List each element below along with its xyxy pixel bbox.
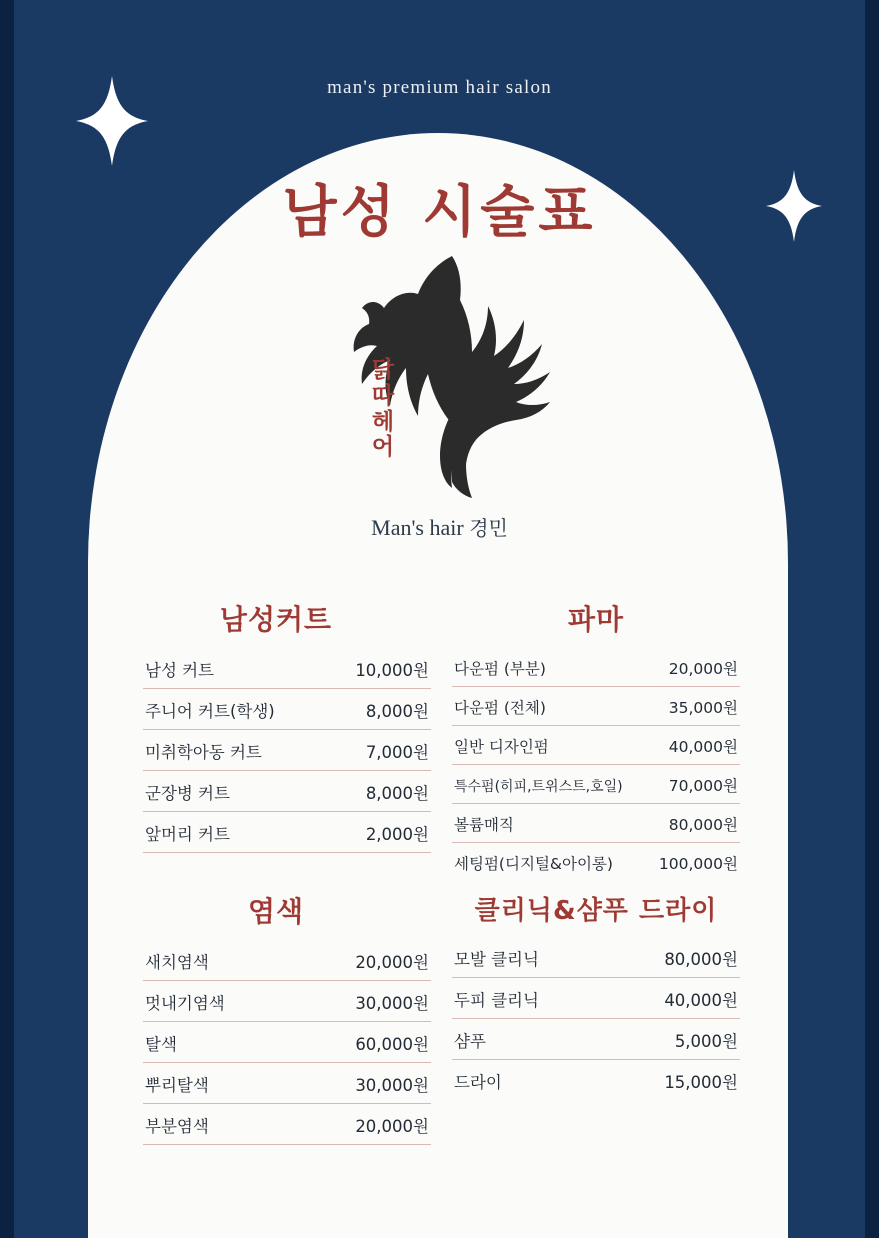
price-row	[452, 765, 740, 804]
item-name: 모발 클리닉	[454, 950, 539, 969]
price-row	[143, 689, 431, 730]
item-price: 30,000원	[355, 1076, 429, 1095]
price-row	[143, 981, 431, 1022]
logo-caption-en: Man's hair	[371, 515, 470, 540]
item-price: 60,000원	[355, 1035, 429, 1054]
item-price: 8,000원	[365, 702, 429, 721]
price-row	[452, 1060, 740, 1100]
item-name: 남성 커트	[145, 661, 215, 680]
item-name: 탈색	[145, 1035, 177, 1054]
price-row	[452, 687, 740, 726]
section-title-clinic: 클리닉&샴푸 드라이	[474, 896, 718, 926]
item-name: 다운펌 (전체)	[454, 699, 546, 717]
item-price: 40,000원	[664, 991, 738, 1010]
item-price: 20,000원	[668, 660, 738, 678]
item-price: 7,000원	[365, 743, 429, 762]
price-row	[452, 726, 740, 765]
item-price: 80,000원	[664, 950, 738, 969]
section-title-mens-cut: 남성커트	[219, 603, 333, 636]
item-name: 샴푸	[454, 1032, 486, 1051]
price-row	[452, 937, 740, 978]
salon-tagline: man's premium hair salon	[327, 77, 552, 98]
item-price: 10,000원	[355, 661, 429, 680]
logo-caption	[0, 512, 879, 541]
price-row	[143, 1104, 431, 1145]
item-name: 미취학아동 커트	[145, 743, 262, 762]
item-price: 30,000원	[355, 994, 429, 1013]
price-row	[452, 648, 740, 687]
item-name: 드라이	[454, 1073, 502, 1092]
price-row	[143, 940, 431, 981]
sparkle-icon	[76, 76, 148, 166]
section-clinic-shampoo-dry	[452, 890, 740, 1100]
item-name: 특수펌(히피,트위스트,호일)	[454, 779, 623, 795]
page-title: 남성 시술표	[282, 180, 597, 245]
item-name: 앞머리 커트	[145, 825, 230, 844]
item-name: 주니어 커트(학생)	[145, 702, 275, 721]
price-row	[452, 978, 740, 1019]
section-title-coloring: 염색	[247, 895, 305, 928]
logo-caption-kr: 경민	[469, 516, 508, 540]
item-price: 8,000원	[365, 784, 429, 803]
item-name: 일반 디자인펌	[454, 738, 549, 756]
item-name: 세팅펌(디지털&아이롱)	[454, 855, 613, 873]
item-price: 5,000원	[674, 1032, 738, 1051]
item-price: 15,000원	[664, 1073, 738, 1092]
price-row	[452, 804, 740, 843]
price-row	[143, 771, 431, 812]
item-price: 2,000원	[365, 825, 429, 844]
item-name: 볼륨매직	[454, 816, 514, 834]
price-row	[143, 730, 431, 771]
item-name: 새치염색	[145, 953, 209, 972]
price-row	[143, 1063, 431, 1104]
section-coloring	[143, 890, 431, 1145]
item-price: 100,000원	[658, 855, 738, 873]
item-price: 20,000원	[355, 1117, 429, 1136]
item-price: 35,000원	[668, 699, 738, 717]
price-row	[452, 843, 740, 881]
price-row	[143, 812, 431, 853]
item-name: 다운펌 (부분)	[454, 660, 546, 678]
price-row	[452, 1019, 740, 1060]
item-price: 70,000원	[668, 777, 738, 795]
logo-side-text: 닭따헤어	[371, 357, 395, 461]
section-title-perm: 파마	[567, 603, 625, 636]
item-name: 뿌리탈색	[145, 1076, 209, 1095]
item-price: 20,000원	[355, 953, 429, 972]
price-row	[143, 648, 431, 689]
price-row	[143, 1022, 431, 1063]
item-name: 부분염색	[145, 1117, 209, 1136]
section-mens-cut	[143, 598, 431, 853]
item-name: 멋내기염색	[145, 994, 225, 1013]
item-name: 군장병 커트	[145, 784, 230, 803]
item-price: 40,000원	[668, 738, 738, 756]
item-price: 80,000원	[668, 816, 738, 834]
section-perm	[452, 598, 740, 881]
item-name: 두피 클리닉	[454, 991, 539, 1010]
